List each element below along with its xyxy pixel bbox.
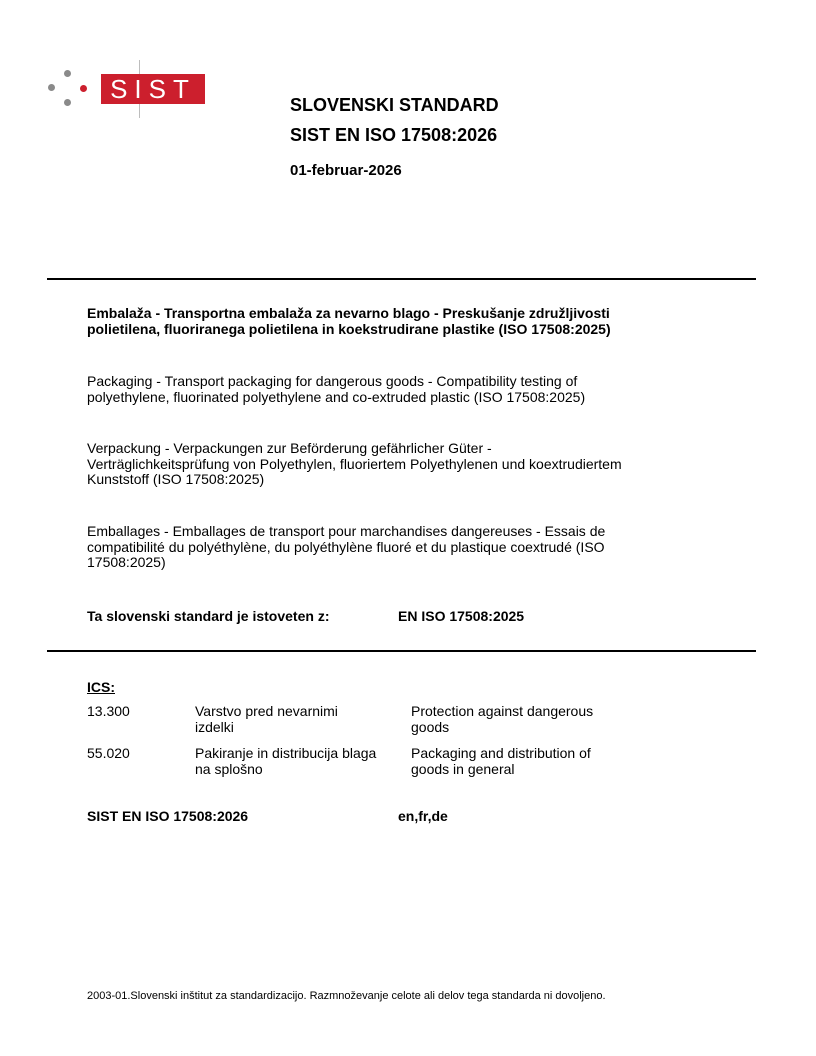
title-line: Verträglichkeitsprüfung von Polyethylen, fluoriertem Polyethylenen und koextrudiertem <box>87 455 622 472</box>
divider-top <box>47 278 756 280</box>
ics-line: izdelki <box>195 718 234 735</box>
ics-line: Packaging and distribution of <box>411 745 591 761</box>
identical-value: EN ISO 17508:2025 <box>398 608 525 624</box>
ics-row-en <box>411 704 593 735</box>
title-english <box>87 374 585 405</box>
publication-date: 01-februar-2026 <box>290 162 402 179</box>
title-line: polyethylene, fluorinated polyethylene and co-extruded plastic (ISO 17508:2025) <box>87 388 586 405</box>
title-line: polietilena, fluoriranega polietilena in koekstrudirane plastike (ISO 17508:2025) <box>87 320 611 337</box>
ics-line: goods in general <box>411 760 515 777</box>
logo-dot <box>48 84 55 91</box>
ics-line: Pakiranje in distribucija blaga <box>195 745 377 761</box>
ics-row-sl <box>195 704 338 735</box>
logo-wordmark: SIST <box>101 74 205 104</box>
ics-row-en <box>411 746 591 777</box>
title-french <box>87 524 605 571</box>
title-line: Kunststoff (ISO 17508:2025) <box>87 471 265 487</box>
title-line: compatibilité du polyéthylène, du polyéthylène fluoré et du plastique coextrudé (ISO <box>87 538 605 555</box>
title-line: Verpackung - Verpackungen zur Beförderung gefährlicher Güter - <box>87 440 492 456</box>
title-line: Embalaža - Transportna embalaža za nevarno blago - Preskušanje združljivosti <box>87 305 610 321</box>
standard-type: SLOVENSKI STANDARD <box>290 95 499 115</box>
ics-line: Protection against dangerous <box>411 703 594 719</box>
copyright-footer: 2003-01.Slovenski inštitut za standardizacijo. Razmnoževanje celote ali delov tega standarda ni dovoljeno. <box>87 990 606 1002</box>
ics-line: goods <box>411 718 450 735</box>
ics-line: Varstvo pred nevarnimi <box>195 703 338 719</box>
standard-number: SIST EN ISO 17508:2026 <box>290 125 498 145</box>
logo-dot-red <box>80 85 87 92</box>
ics-heading: ICS: <box>87 679 115 695</box>
divider-bottom <box>47 650 756 652</box>
title-slovenian <box>87 306 611 337</box>
title-german <box>87 441 622 488</box>
ics-row-code: 13.300 <box>87 703 130 719</box>
identical-label: Ta slovenski standard je istoveten z: <box>87 608 330 624</box>
languages: en,fr,de <box>398 808 448 824</box>
standard-id: SIST EN ISO 17508:2026 <box>87 808 249 824</box>
logo-dot <box>64 99 71 106</box>
ics-row-sl <box>195 746 376 777</box>
ics-line: na splošno <box>195 760 263 777</box>
ics-row-code: 55.020 <box>87 745 130 761</box>
title-line: Packaging - Transport packaging for dangerous goods - Compatibility testing of <box>87 373 578 389</box>
logo-dot <box>64 70 71 77</box>
title-line: 17508:2025) <box>87 554 166 570</box>
title-line: Emballages - Emballages de transport pour marchandises dangereuses - Essais de <box>87 523 606 539</box>
